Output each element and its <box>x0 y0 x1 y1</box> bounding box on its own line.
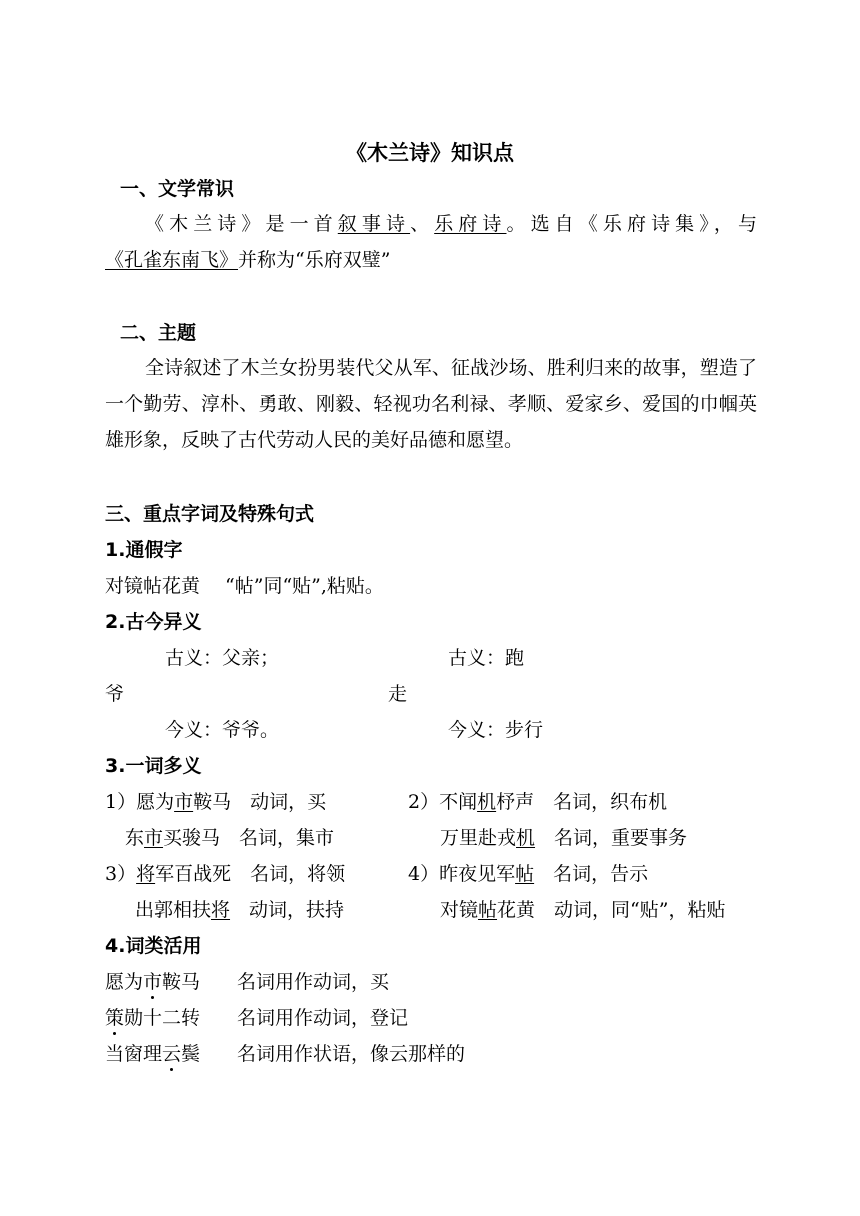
polysemy-key-char: 帖 <box>515 863 535 885</box>
section-heading-literature: 一、文学常识 <box>120 178 235 200</box>
conversion-phrase: 当窗理云鬓 <box>105 1043 201 1065</box>
ye-modern-meaning: 今义：爷爷。 <box>165 719 280 741</box>
keyword-peacock-southeast: 《孔雀东南飞》 <box>105 249 239 271</box>
keyword-yuefu-poem: 乐府诗 <box>434 213 507 235</box>
subheading-tongjia: 1.通假字 <box>105 539 183 561</box>
literature-text: 《木兰诗》是一首 <box>145 213 338 235</box>
keyword-narrative-poem: 叙事诗 <box>337 213 411 235</box>
polysemy-key-char: 机 <box>477 791 497 813</box>
polysemy-item: 万里赴戎机 名词，重要事务 <box>440 827 688 849</box>
literature-text: 、 <box>410 213 435 235</box>
polysemy-item: 东市买骏马 名词，集市 <box>125 827 335 849</box>
section-heading-key-words: 三、重点字词及特殊句式 <box>105 503 315 525</box>
emphasis-char: 策 <box>105 1007 125 1029</box>
literature-text: 。选自《乐府诗集》，与 <box>506 213 757 235</box>
polysemy-item: 对镜帖花黄 动词，同“贴”，粘贴 <box>440 899 726 921</box>
ye-ancient-meaning: 古义：父亲； <box>165 647 280 669</box>
emphasis-char: 云 <box>162 1043 182 1065</box>
conversion-note: 名词用作动词，登记 <box>237 1007 409 1029</box>
polysemy-key-char: 市 <box>144 827 164 849</box>
polysemy-key-char: 将 <box>136 863 156 885</box>
polysemy-item: 3）将军百战死 名词，将领 <box>105 863 346 885</box>
zou-modern-meaning: 今义：步行 <box>448 719 544 741</box>
conversion-phrase: 策勋十二转 <box>105 1007 201 1029</box>
subheading-huoyong: 4.词类活用 <box>105 935 202 957</box>
polysemy-item: 出郭相扶将 动词，扶持 <box>135 899 345 921</box>
literature-text: 并称为“乐府双璧” <box>238 249 391 271</box>
theme-paragraph: 全诗叙述了木兰女扮男装代父从军、征战沙场、胜利归来的故事，塑造了一个勤劳、淳朴、勇敢、刚毅、轻视功名利禄、孝顺、爱家乡、爱国的巾帼英雄形象，反映了古代劳动人民的美好品德和愿望。 <box>105 357 757 451</box>
subheading-gujin: 2.古今异义 <box>105 611 202 633</box>
polysemy-key-char: 市 <box>174 791 194 813</box>
polysemy-item: 2）不闻机杼声 名词，织布机 <box>408 791 668 813</box>
page-title: 《木兰诗》知识点 <box>346 141 514 165</box>
polysemy-item: 4）昨夜见军帖 名词，告示 <box>408 863 649 885</box>
emphasis-char: 市 <box>143 971 163 993</box>
conversion-note: 名词用作状语，像云那样的 <box>237 1043 466 1065</box>
zou-ancient-meaning: 古义：跑 <box>448 647 525 669</box>
polysemy-key-char: 将 <box>211 899 231 921</box>
tongjia-line: 对镜帖花黄 “帖”同“贴”,粘贴。 <box>105 575 384 597</box>
ye-char: 爷 <box>105 683 125 705</box>
zou-char: 走 <box>388 683 408 705</box>
literature-paragraph <box>105 206 757 278</box>
subheading-duoyi: 3.一词多义 <box>105 755 202 777</box>
conversion-phrase: 愿为市鞍马 <box>105 971 201 993</box>
polysemy-item: 1）愿为市鞍马 动词，买 <box>105 791 327 813</box>
polysemy-key-char: 帖 <box>478 899 498 921</box>
polysemy-key-char: 机 <box>516 827 536 849</box>
conversion-note: 名词用作动词，买 <box>237 971 390 993</box>
section-heading-theme: 二、主题 <box>120 322 197 344</box>
